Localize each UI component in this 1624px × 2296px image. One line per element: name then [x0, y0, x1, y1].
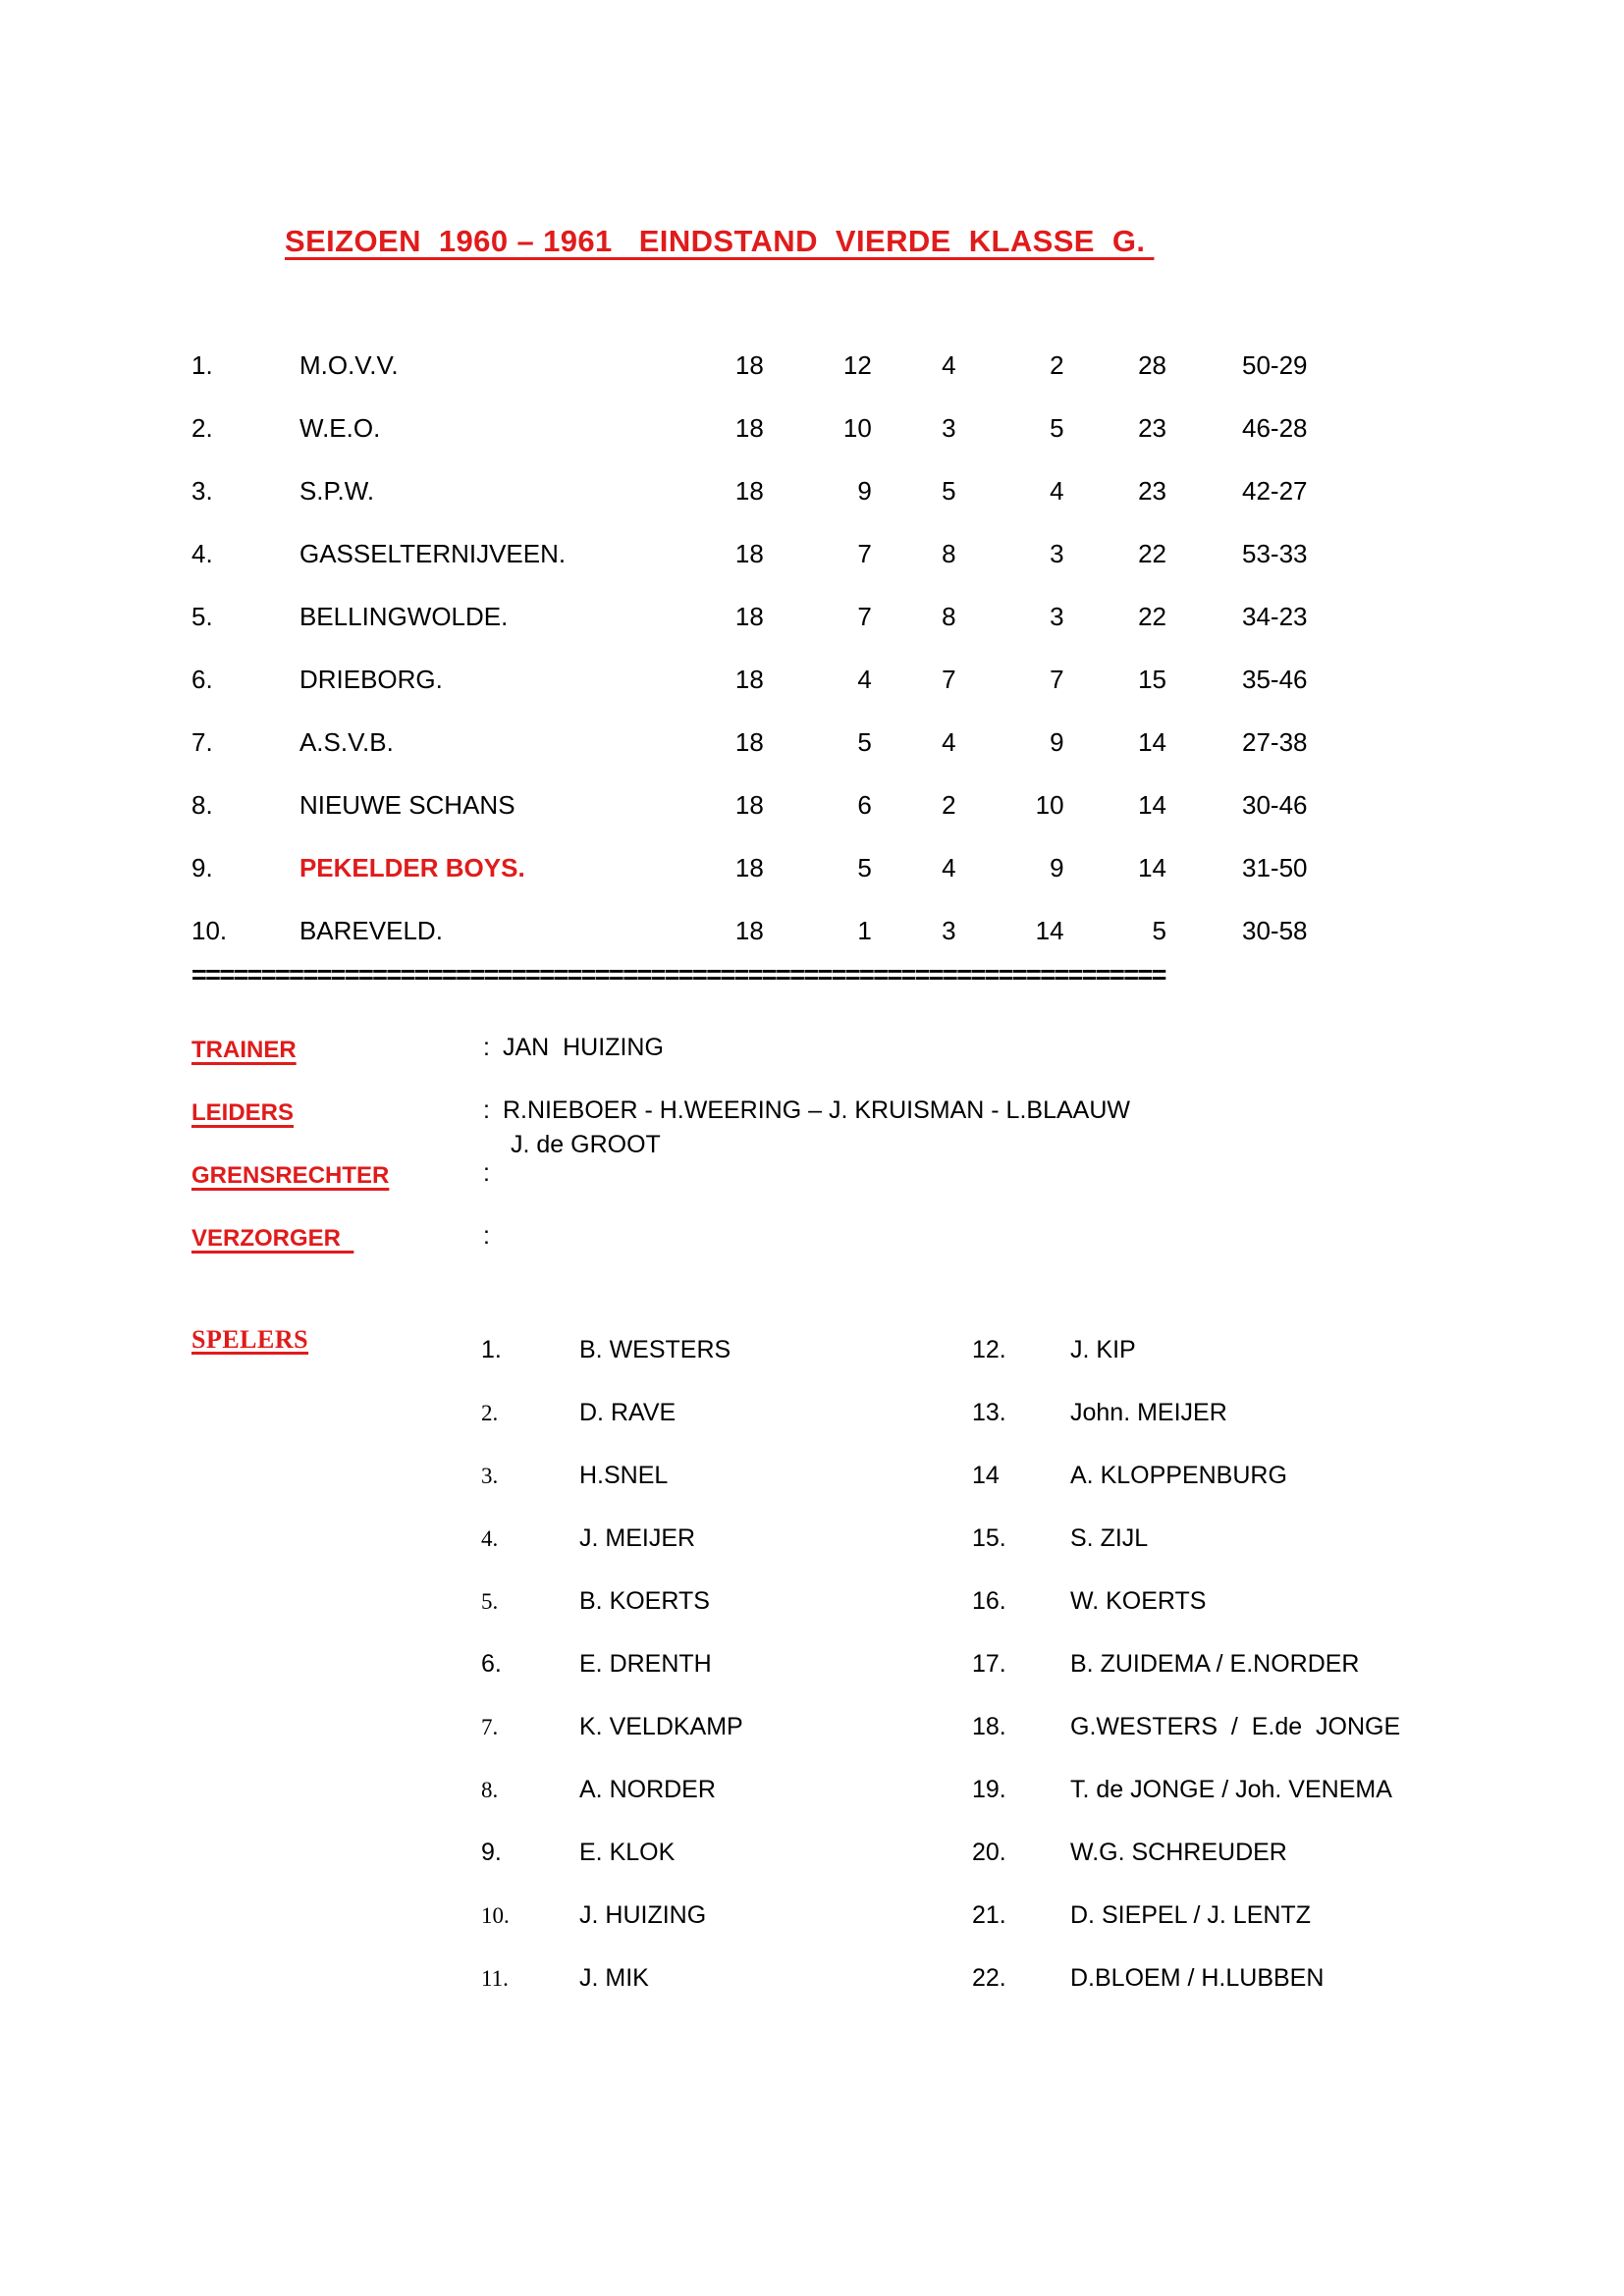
standings-won: 12 [842, 349, 872, 380]
player-name: H.SNEL [579, 1462, 669, 1489]
standings-team: PEKELDER BOYS. [298, 852, 525, 882]
list-item [481, 1507, 743, 1570]
standings-played: 18 [734, 412, 764, 443]
list-item [481, 1884, 743, 1947]
players-column-left [481, 1318, 743, 2009]
player-number: 4. [481, 1526, 499, 1551]
player-number: 19. [972, 1776, 1006, 1803]
player-number: 2. [481, 1401, 499, 1425]
player-name: B. ZUIDEMA / E.NORDER [1070, 1650, 1360, 1678]
standings-goals [1166, 334, 1350, 397]
staff-colon-leiders: : [483, 1096, 490, 1124]
list-item [972, 1821, 1400, 1884]
standings-played: 18 [734, 852, 764, 882]
standings-played: 18 [734, 475, 764, 506]
list-item [972, 1632, 1400, 1695]
standings-drawn: 4 [942, 349, 956, 380]
standings-goals-value: 35-46 [1242, 664, 1308, 694]
player-name: E. DRENTH [579, 1650, 712, 1678]
table-row [191, 711, 1350, 774]
player-name: W.G. SCHREUDER [1070, 1839, 1287, 1866]
standings-rank: 2. [191, 412, 213, 443]
standings-drawn: 2 [942, 789, 956, 820]
standings-drawn: 8 [942, 601, 956, 631]
standings-drawn: 7 [942, 664, 956, 694]
player-number: 15. [972, 1524, 1006, 1552]
standings-points: 14 [1138, 726, 1166, 757]
standings-lost: 5 [1050, 412, 1064, 443]
standings-drawn: 4 [942, 852, 956, 882]
standings-rank: 6. [191, 664, 213, 694]
standings-won: 5 [857, 726, 872, 757]
player-name: D. RAVE [579, 1399, 677, 1426]
player-name: K. VELDKAMP [579, 1713, 743, 1740]
standings-drawn: 8 [942, 538, 956, 568]
list-item [481, 1570, 743, 1632]
players-section-label: SPELERS [191, 1325, 309, 1354]
player-number: 6. [481, 1650, 502, 1678]
standings-points: 14 [1138, 852, 1166, 882]
player-name: G.WESTERS / E.de JONGE [1070, 1713, 1401, 1740]
player-name: J. HUIZING [579, 1901, 707, 1929]
standings-goals-value: 42-27 [1242, 475, 1308, 506]
standings-won: 5 [857, 852, 872, 882]
standings-points: 28 [1138, 349, 1166, 380]
player-name: D.BLOEM / H.LUBBEN [1070, 1964, 1325, 1992]
standings-played: 18 [734, 726, 764, 757]
standings-team: S.P.W. [298, 475, 375, 506]
standings-team: M.O.V.V. [298, 349, 399, 380]
player-number: 13. [972, 1399, 1006, 1426]
list-item [972, 1507, 1400, 1570]
list-item [481, 1318, 743, 1381]
player-number: 20. [972, 1839, 1006, 1866]
player-number: 16. [972, 1587, 1006, 1615]
player-name: E. KLOK [579, 1839, 676, 1866]
standings-team: W.E.O. [298, 412, 381, 443]
standings-goals [1166, 836, 1350, 899]
player-name: B. KOERTS [579, 1587, 710, 1615]
standings-played: 18 [734, 349, 764, 380]
standings-rank: 3. [191, 475, 213, 506]
standings-won: 10 [842, 412, 872, 443]
player-name: T. de JONGE / Joh. VENEMA [1070, 1776, 1392, 1803]
standings-rank: 8. [191, 789, 213, 820]
player-number: 18. [972, 1713, 1006, 1740]
standings-lost: 3 [1050, 601, 1064, 631]
players-column-right [972, 1318, 1400, 2009]
player-number: 5. [481, 1589, 499, 1614]
standings-lost: 4 [1050, 475, 1064, 506]
standings-table [191, 334, 1350, 962]
player-number: 9. [481, 1839, 502, 1866]
player-number: 8. [481, 1778, 499, 1802]
staff-label-grensrechter: GRENSRECHTER [191, 1162, 390, 1189]
standings-team: A.S.V.B. [298, 726, 394, 757]
standings-goals [1166, 585, 1350, 648]
standings-won: 1 [857, 915, 872, 945]
standings-points: 23 [1138, 475, 1166, 506]
list-item [481, 1632, 743, 1695]
standings-lost: 9 [1050, 726, 1064, 757]
player-number: 7. [481, 1715, 499, 1739]
table-row [191, 899, 1350, 962]
standings-goals [1166, 899, 1350, 962]
standings-team: GASSELTERNIJVEEN. [298, 538, 567, 568]
standings-goals [1166, 774, 1350, 836]
standings-lost: 9 [1050, 852, 1064, 882]
standings-goals [1166, 711, 1350, 774]
player-number: 10. [481, 1903, 510, 1928]
player-name: A. KLOPPENBURG [1070, 1462, 1287, 1489]
standings-points: 23 [1138, 412, 1166, 443]
staff-colon-grensrechter: : [483, 1159, 490, 1187]
standings-rank: 4. [191, 538, 213, 568]
standings-won: 9 [857, 475, 872, 506]
standings-points: 22 [1138, 601, 1166, 631]
list-item [481, 1947, 743, 2009]
list-item [972, 1695, 1400, 1758]
staff-colon-verzorger: : [483, 1222, 490, 1250]
standings-points: 14 [1138, 789, 1166, 820]
staff-value-leiders: R.NIEBOER - H.WEERING – J. KRUISMAN - L.BLAAUW [503, 1096, 1130, 1124]
standings-goals-value: 34-23 [1242, 601, 1308, 631]
player-number: 12. [972, 1336, 1006, 1363]
standings-rank: 5. [191, 601, 213, 631]
standings-goals-value: 31-50 [1242, 852, 1308, 882]
table-row [191, 585, 1350, 648]
standings-rank: 10. [191, 915, 228, 945]
standings-lost: 14 [1035, 915, 1064, 945]
player-name: J. MIK [579, 1964, 649, 1992]
list-item [972, 1318, 1400, 1381]
list-item [481, 1381, 743, 1444]
table-row [191, 836, 1350, 899]
standings-goals-value: 53-33 [1242, 538, 1308, 568]
standings-goals [1166, 459, 1350, 522]
standings-points: 15 [1138, 664, 1166, 694]
player-name: S. ZIJL [1070, 1524, 1149, 1552]
section-divider: ====================================================================== [191, 960, 1165, 989]
player-number: 22. [972, 1964, 1006, 1992]
standings-lost: 7 [1050, 664, 1064, 694]
standings-goals-value: 50-29 [1242, 349, 1308, 380]
list-item [972, 1381, 1400, 1444]
player-name: B. WESTERS [579, 1336, 731, 1363]
player-number: 3. [481, 1464, 499, 1488]
staff-label-trainer: TRAINER [191, 1037, 297, 1063]
staff-value-trainer: JAN HUIZING [503, 1034, 664, 1061]
staff-label-leiders: LEIDERS [191, 1099, 295, 1126]
standings-drawn: 5 [942, 475, 956, 506]
standings-played: 18 [734, 664, 764, 694]
standings-drawn: 4 [942, 726, 956, 757]
standings-goals [1166, 648, 1350, 711]
list-item [972, 1947, 1400, 2009]
player-name: J. KIP [1070, 1336, 1136, 1363]
player-name: J. MEIJER [579, 1524, 696, 1552]
standings-rank: 1. [191, 349, 213, 380]
standings-goals-value: 30-58 [1242, 915, 1308, 945]
standings-drawn: 3 [942, 412, 956, 443]
list-item [481, 1695, 743, 1758]
standings-lost: 3 [1050, 538, 1064, 568]
standings-team: BAREVELD. [298, 915, 443, 945]
list-item [972, 1570, 1400, 1632]
standings-won: 6 [857, 789, 872, 820]
list-item [972, 1444, 1400, 1507]
standings-points: 22 [1138, 538, 1166, 568]
table-row [191, 459, 1350, 522]
table-row [191, 397, 1350, 459]
standings-played: 18 [734, 601, 764, 631]
standings-won: 7 [857, 538, 872, 568]
list-item [481, 1444, 743, 1507]
standings-drawn: 3 [942, 915, 956, 945]
table-row [191, 774, 1350, 836]
player-number: 14 [972, 1462, 1000, 1489]
player-name: W. KOERTS [1070, 1587, 1207, 1615]
standings-won: 4 [857, 664, 872, 694]
standings-rank: 9. [191, 852, 213, 882]
standings-goals-value: 27-38 [1242, 726, 1308, 757]
list-item [481, 1821, 743, 1884]
standings-points: 5 [1152, 915, 1166, 945]
player-number: 11. [481, 1966, 509, 1991]
list-item [972, 1884, 1400, 1947]
standings-played: 18 [734, 915, 764, 945]
standings-goals-value: 46-28 [1242, 412, 1308, 443]
staff-label-verzorger: VERZORGER [191, 1225, 354, 1252]
staff-colon-trainer: : [483, 1034, 490, 1061]
staff-value-leiders-line2: J. de GROOT [511, 1131, 661, 1158]
list-item [972, 1758, 1400, 1821]
standings-team: DRIEBORG. [298, 664, 443, 694]
standings-table-body [191, 334, 1350, 962]
page-title: SEIZOEN 1960 – 1961 EINDSTAND VIERDE KLASSE G. [285, 224, 1155, 258]
table-row [191, 648, 1350, 711]
standings-lost: 10 [1035, 789, 1064, 820]
standings-lost: 2 [1050, 349, 1064, 380]
player-name: A. NORDER [579, 1776, 716, 1803]
standings-goals-value: 30-46 [1242, 789, 1308, 820]
list-item [481, 1758, 743, 1821]
standings-goals [1166, 522, 1350, 585]
player-number: 21. [972, 1901, 1006, 1929]
table-row [191, 522, 1350, 585]
player-number: 1. [481, 1336, 502, 1363]
standings-won: 7 [857, 601, 872, 631]
player-name: John. MEIJER [1070, 1399, 1227, 1426]
standings-goals [1166, 397, 1350, 459]
standings-team: BELLINGWOLDE. [298, 601, 509, 631]
table-row [191, 334, 1350, 397]
standings-rank: 7. [191, 726, 213, 757]
standings-team: NIEUWE SCHANS [298, 789, 515, 820]
standings-played: 18 [734, 538, 764, 568]
standings-played: 18 [734, 789, 764, 820]
player-number: 17. [972, 1650, 1006, 1678]
player-name: D. SIEPEL / J. LENTZ [1070, 1901, 1311, 1929]
